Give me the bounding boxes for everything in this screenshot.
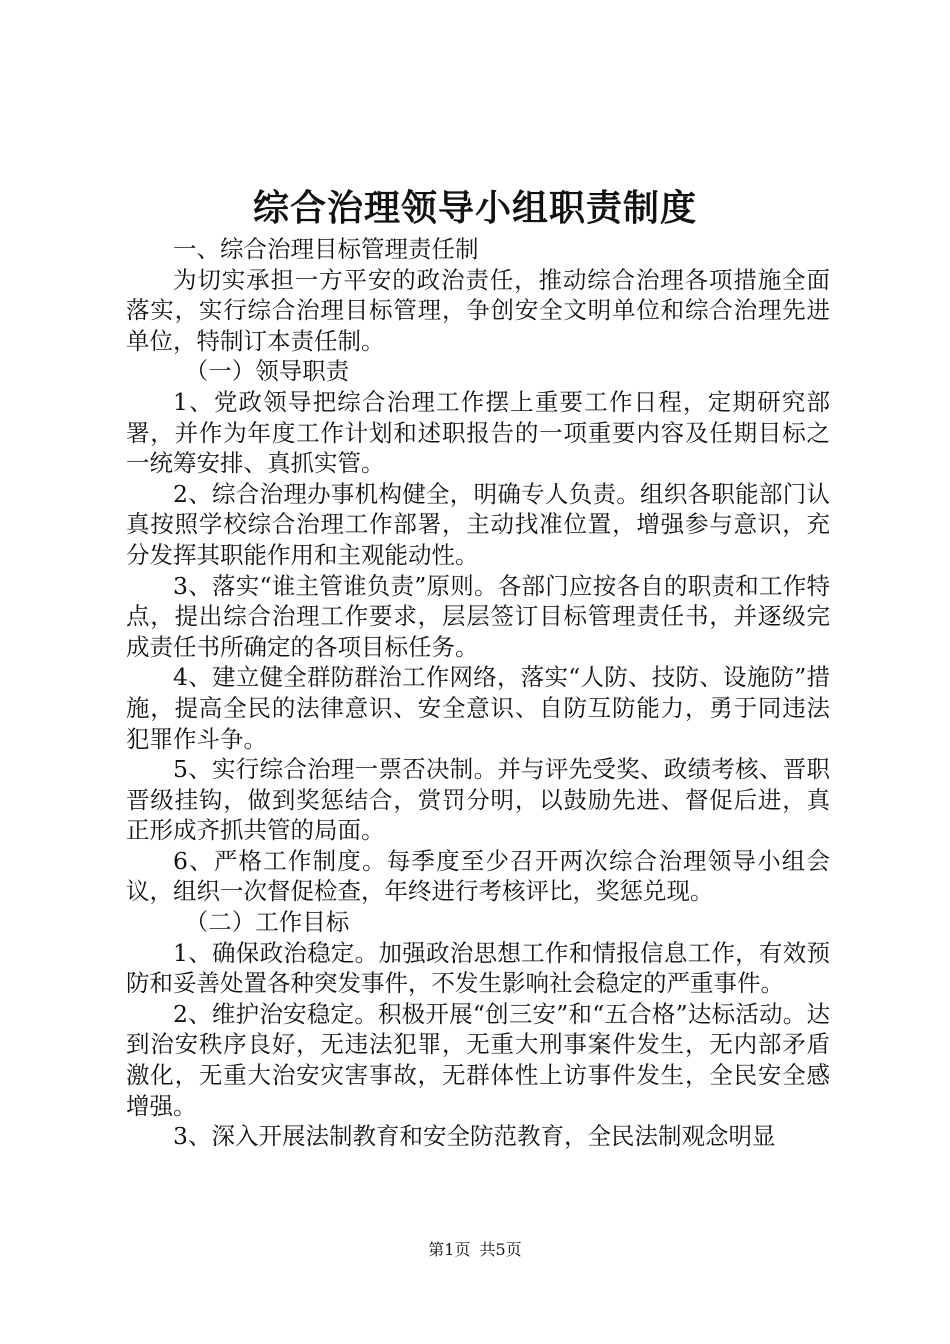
paragraph: 1、党政领导把综合治理工作摆上重要工作日程，定期研究部署，并作为年度工作计划和述职报告的一项重要内容及任期目标之一统筹安排、真抓实管。 (126, 387, 830, 478)
paragraph: 为切实承担一方平安的政治责任，推动综合治理各项措施全面落实，实行综合治理目标管理，争创安全文明单位和综合治理先进单位，特制订本责任制。 (126, 265, 830, 355)
paragraph: 6、严格工作制度。每季度至少召开两次综合治理领导小组会议，组织一次督促检查，年终进行考核评比，奖惩兑现。 (126, 846, 830, 906)
paragraph: 3、深入开展法制教育和安全防范教育，全民法制观念明显 (173, 1122, 776, 1151)
paragraph: 5、实行综合治理一票否决制。并与评先受奖、政绩考核、晋职晋级挂钩，做到奖惩结合，赏罚分明，以鼓励先进、督促后进，真正形成齐抓共管的局面。 (126, 755, 830, 845)
document-body (126, 234, 830, 1152)
paragraph: 2、综合治理办事机构健全，明确专人负责。组织各职能部门认真按照学校综合治理工作部署，主动找准位置，增强参与意识，充分发挥其职能作用和主观能动性。 (126, 479, 830, 569)
document-title: 综合治理领导小组职责制度 (252, 187, 697, 229)
paragraph: 3、落实“谁主管谁负责”原则。各部门应按各自的职责和工作特点，提出综合治理工作要求，层层签订目标管理责任书，并逐级完成责任书所确定的各项目标任务。 (126, 571, 830, 661)
section-heading: 一、综合治理目标管理责任制 (173, 235, 479, 263)
page-footer (0, 1240, 950, 1260)
subsection-heading: （二）工作目标 (184, 908, 350, 937)
paragraph: 2、维护治安稳定。积极开展“创三安”和“五合格”达标活动。达到治安秩序良好，无违法犯罪，无重大刑事案件发生，无内部矛盾激化，无重大治安灾害事故，无群体性上访事件发生，全民安全感增强。 (126, 999, 830, 1120)
subsection-heading: （一）领导职责 (184, 357, 350, 386)
page-number: 第1页 (428, 1240, 471, 1259)
page-total: 共5页 (479, 1240, 522, 1259)
paragraph: 1、确保政治稳定。加强政治思想工作和情报信息工作，有效预防和妥善处置各种突发事件，不发生影响社会稳定的严重事件。 (126, 938, 830, 998)
paragraph: 4、建立健全群防群治工作网络，落实“人防、技防、设施防”措施，提高全民的法律意识、安全意识、自防互防能力，勇于同违法犯罪作斗争。 (126, 663, 830, 753)
